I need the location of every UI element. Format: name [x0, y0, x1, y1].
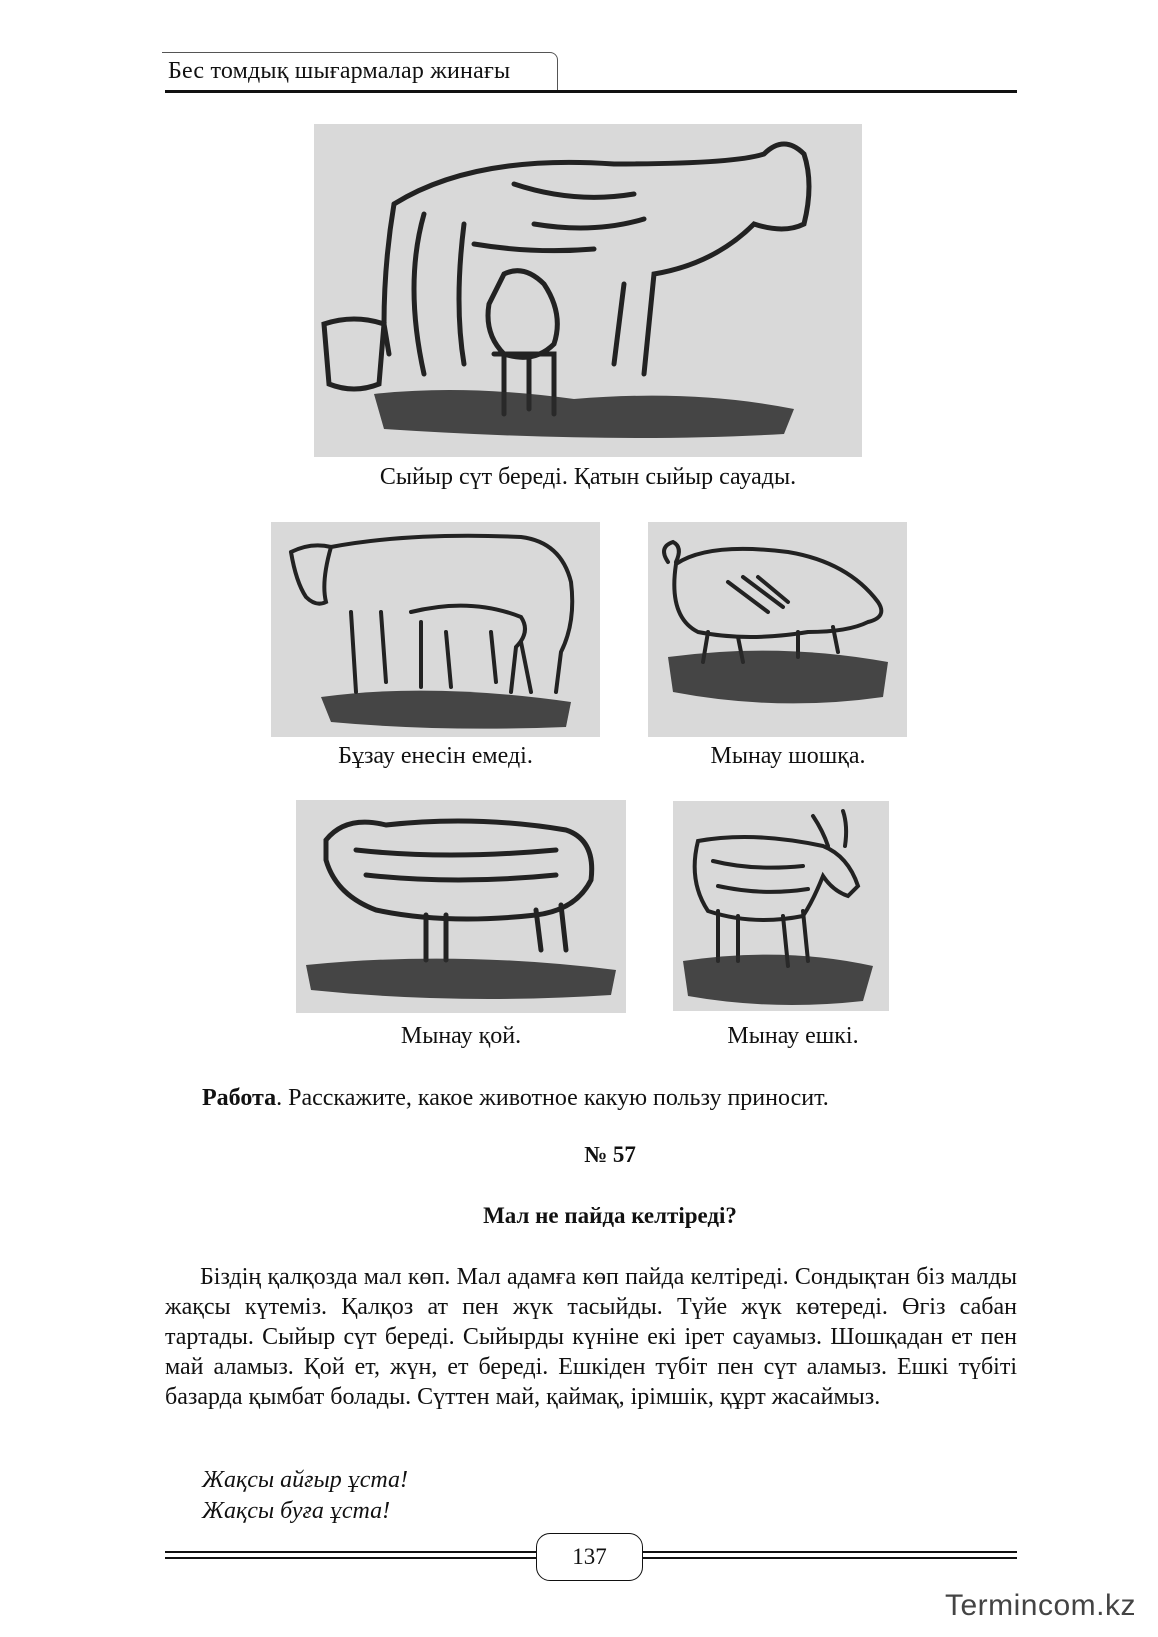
footer-rule-left [165, 1551, 536, 1553]
header-rule [165, 90, 1017, 93]
proverb-line: Жақсы буға ұста! [202, 1498, 391, 1524]
proverb-line: Жақсы айғыр ұста! [202, 1467, 409, 1493]
section-title: Мал не пайда келтіреді? [483, 1203, 737, 1228]
footer-rule-right [641, 1551, 1017, 1553]
running-header-title: Бес томдық шығармалар жинағы [168, 58, 511, 84]
figure-caption: Мынау ешкі. [727, 1023, 859, 1049]
figure-caption: Мынау шошқа. [710, 743, 866, 769]
figure-caption: Сыйыр сүт береді. Қатын сыйыр сауады. [379, 464, 797, 490]
illustration-pig [648, 522, 907, 737]
illustration-cow-milking [314, 124, 862, 457]
work-assignment [202, 1085, 829, 1112]
watermark-logo: Termincom.kz [944, 1589, 1136, 1622]
footer-rule-left [165, 1557, 536, 1559]
figure-caption: Мынау қой. [400, 1023, 522, 1049]
footer-rule-right [641, 1557, 1017, 1559]
figure-caption: Бұзау енесін емеді. [338, 743, 533, 769]
work-label: Работа [202, 1085, 277, 1111]
page-number: 137 [536, 1533, 643, 1581]
section-number: № 57 [584, 1142, 636, 1167]
illustration-goat [673, 801, 889, 1011]
illustration-calf-suckling [271, 522, 600, 737]
work-text: . Расскажите, какое животное какую пользу приносит. [276, 1085, 829, 1111]
illustration-sheep [296, 800, 626, 1013]
body-paragraph: Біздің қалқозда мал көп. Мал адамға көп пайда келтіреді. Сондықтан біз малды жақсы күтеміз. Қалқоз ат пен жүк тасыйды. Түйе жүк көтереді. Өгіз сабан тартады. Сыйыр сүт береді. Сыйырды күніне екі ірет сауамыз. Шошқадан ет пен май аламыз. Қой ет, жүн, ет береді. Ешкіден түбіт пен сүт аламыз. Ешкі түбіті базарда қымбат болады. Сүттен май, қаймақ, ірімшік, құрт жасаймыз. [165, 1264, 1017, 1410]
